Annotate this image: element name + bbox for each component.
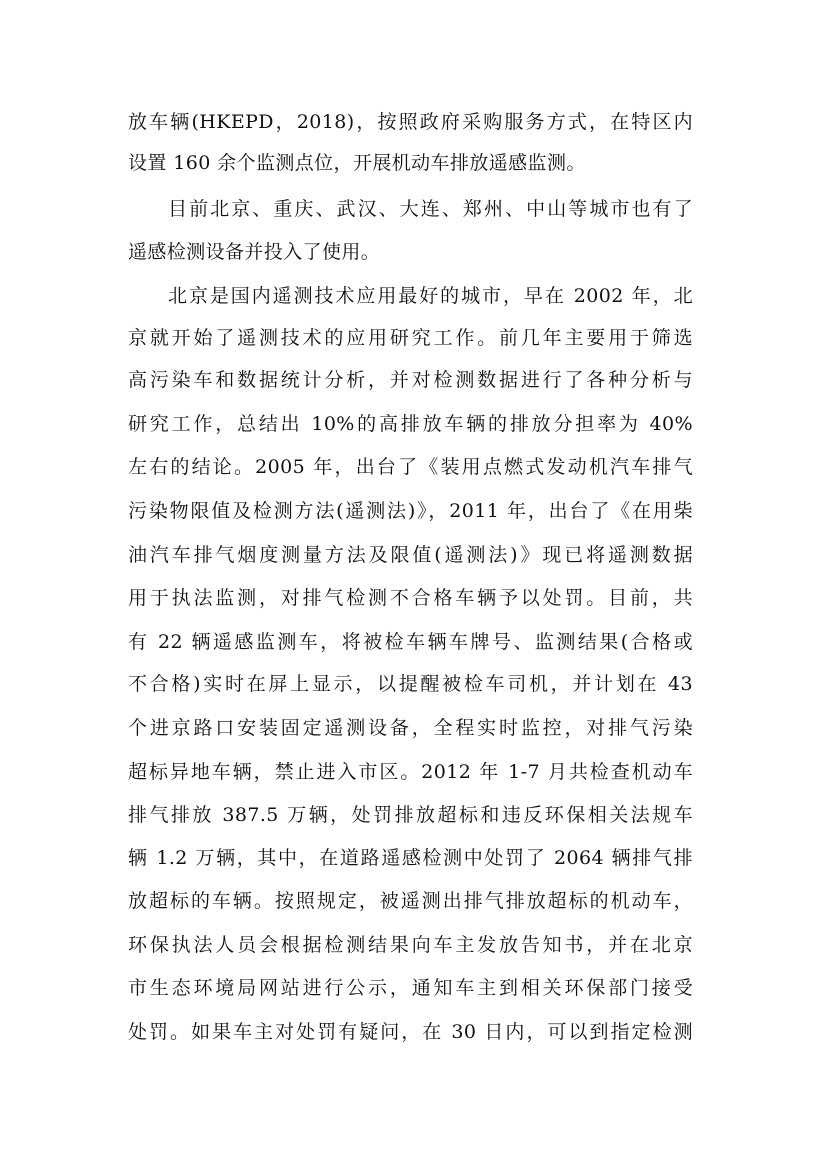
text-line-20: 环保执法人员会根据检测结果向车主发放告知书，并在北京 xyxy=(128,934,693,956)
text-line-8: 研究工作，总结出 10%的高排放车辆的排放分担率为 40% xyxy=(128,413,693,435)
text-line-5: 北京是国内遥测技术应用最好的城市，早在 2002 年，北 xyxy=(168,285,693,307)
text-line-17: 排气排放 387.5 万辆，处罚排放超标和违反环保相关法规车 xyxy=(128,804,693,826)
text-line-6: 京就开始了遥测技术的应用研究工作。前几年主要用于筛选 xyxy=(128,327,693,349)
text-line-15: 个进京路口安装固定遥测设备，全程实时监控，对排气污染 xyxy=(128,717,693,739)
text-line-12: 用于执法监测，对排气检测不合格车辆予以处罚。目前，共 xyxy=(128,587,693,609)
text-line-19: 放超标的车辆。按照规定，被遥测出排气排放超标的机动车， xyxy=(128,890,693,912)
text-line-16: 超标异地车辆，禁止进入市区。2012 年 1-7 月共检查机动车 xyxy=(128,761,693,783)
text-line-4: 遥感检测设备并投入了使用。 xyxy=(128,241,381,263)
text-line-2: 设置 160 余个监测点位，开展机动车排放遥感监测。 xyxy=(128,152,586,174)
text-line-13: 有 22 辆遥感监测车，将被检车辆车牌号、监测结果(合格或 xyxy=(128,631,693,653)
text-line-9: 左右的结论。2005 年，出台了《装用点燃式发动机汽车排气 xyxy=(128,456,693,478)
text-line-3: 目前北京、重庆、武汉、大连、郑州、中山等城市也有了 xyxy=(168,198,693,220)
text-line-22: 处罚。如果车主对处罚有疑问，在 30 日内，可以到指定检测 xyxy=(128,1021,693,1043)
text-line-14: 不合格)实时在屏上显示，以提醒被检车司机，并计划在 43 xyxy=(128,673,693,695)
text-line-21: 市生态环境局网站进行公示，通知车主到相关环保部门接受 xyxy=(128,977,693,999)
text-line-11: 油汽车排气烟度测量方法及限值(遥测法)》现已将遥测数据 xyxy=(128,544,693,566)
text-line-10: 污染物限值及检测方法(遥测法)》，2011 年，出台了《在用柴 xyxy=(128,500,693,522)
text-line-1: 放车辆(HKEPD，2018)，按照政府采购服务方式，在特区内 xyxy=(128,111,693,133)
text-line-7: 高污染车和数据统计分析，并对检测数据进行了各种分析与 xyxy=(128,369,693,391)
text-line-18: 辆 1.2 万辆，其中，在道路遥感检测中处罚了 2064 辆排气排 xyxy=(128,847,693,869)
